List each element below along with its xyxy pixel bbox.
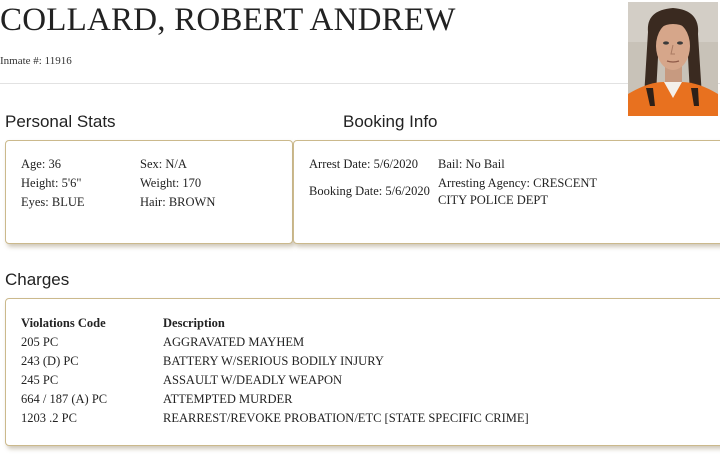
violations-code-header: Violations Code bbox=[21, 316, 106, 330]
booking-info-title: Booking Info bbox=[343, 112, 438, 131]
charge-description: ASSAULT W/DEADLY WEAPON bbox=[163, 373, 343, 387]
eyes-label: Eyes: bbox=[21, 195, 49, 209]
arrest-date-value: 5/6/2020 bbox=[373, 157, 419, 171]
charge-code: 664 / 187 (A) PC bbox=[21, 392, 108, 406]
sex-field bbox=[140, 156, 187, 173]
charge-code: 245 PC bbox=[21, 373, 59, 387]
mugshot-photo bbox=[628, 2, 718, 116]
bail-value: No Bail bbox=[465, 157, 505, 171]
eyes-value: BLUE bbox=[51, 195, 85, 209]
booking-date-value: 5/6/2020 bbox=[385, 184, 430, 198]
height-value: 5'6" bbox=[61, 176, 82, 190]
hair-label: Hair: bbox=[140, 195, 166, 209]
bail-field bbox=[438, 156, 505, 173]
charge-description: ATTEMPTED MURDER bbox=[163, 392, 293, 406]
header-divider bbox=[0, 83, 720, 84]
mugshot-image bbox=[628, 2, 718, 116]
arresting-agency-field bbox=[438, 175, 610, 209]
arrest-date-label: Arrest Date: bbox=[309, 157, 371, 171]
eyes-field bbox=[21, 194, 85, 211]
booking-date-label: Booking Date: bbox=[309, 184, 383, 198]
charges-title: Charges bbox=[5, 270, 70, 289]
hair-value: BROWN bbox=[168, 195, 216, 209]
weight-field bbox=[140, 175, 201, 192]
age-label: Age: bbox=[21, 157, 46, 171]
arrest-date-field bbox=[309, 156, 418, 173]
charge-code: 243 (D) PC bbox=[21, 354, 79, 368]
charge-code: 205 PC bbox=[21, 335, 59, 349]
height-label: Height: bbox=[21, 176, 59, 190]
inmate-name: COLLARD, ROBERT ANDREW bbox=[0, 2, 456, 38]
booking-date-field bbox=[309, 183, 430, 200]
inmate-number-label: Inmate #: bbox=[0, 55, 42, 67]
arresting-agency-value: CRESCENT CITY POLICE DEPT bbox=[438, 176, 597, 207]
charge-description: AGGRAVATED MAYHEM bbox=[163, 335, 305, 349]
charge-code: 1203 .2 PC bbox=[21, 411, 77, 425]
age-value: 36 bbox=[48, 157, 61, 171]
charge-description: REARREST/REVOKE PROBATION/ETC [STATE SPECIFIC CRIME] bbox=[163, 411, 529, 425]
personal-stats-title: Personal Stats bbox=[5, 112, 116, 131]
personal-stats-card bbox=[5, 140, 293, 244]
weight-label: Weight: bbox=[140, 176, 180, 190]
sex-label: Sex: bbox=[140, 157, 163, 171]
charge-description: BATTERY W/SERIOUS BODILY INJURY bbox=[163, 354, 384, 368]
inmate-number bbox=[0, 55, 72, 67]
age-field bbox=[21, 156, 61, 173]
height-field bbox=[21, 175, 81, 192]
bail-label: Bail: bbox=[438, 157, 463, 171]
hair-field bbox=[140, 194, 215, 211]
weight-value: 170 bbox=[182, 176, 202, 190]
charges-card bbox=[5, 298, 720, 446]
booking-info-card bbox=[293, 140, 720, 244]
sex-value: N/A bbox=[165, 157, 187, 171]
inmate-number-value: 11916 bbox=[44, 55, 72, 67]
arresting-agency-label: Arresting Agency: bbox=[438, 176, 530, 190]
description-header: Description bbox=[163, 316, 225, 330]
